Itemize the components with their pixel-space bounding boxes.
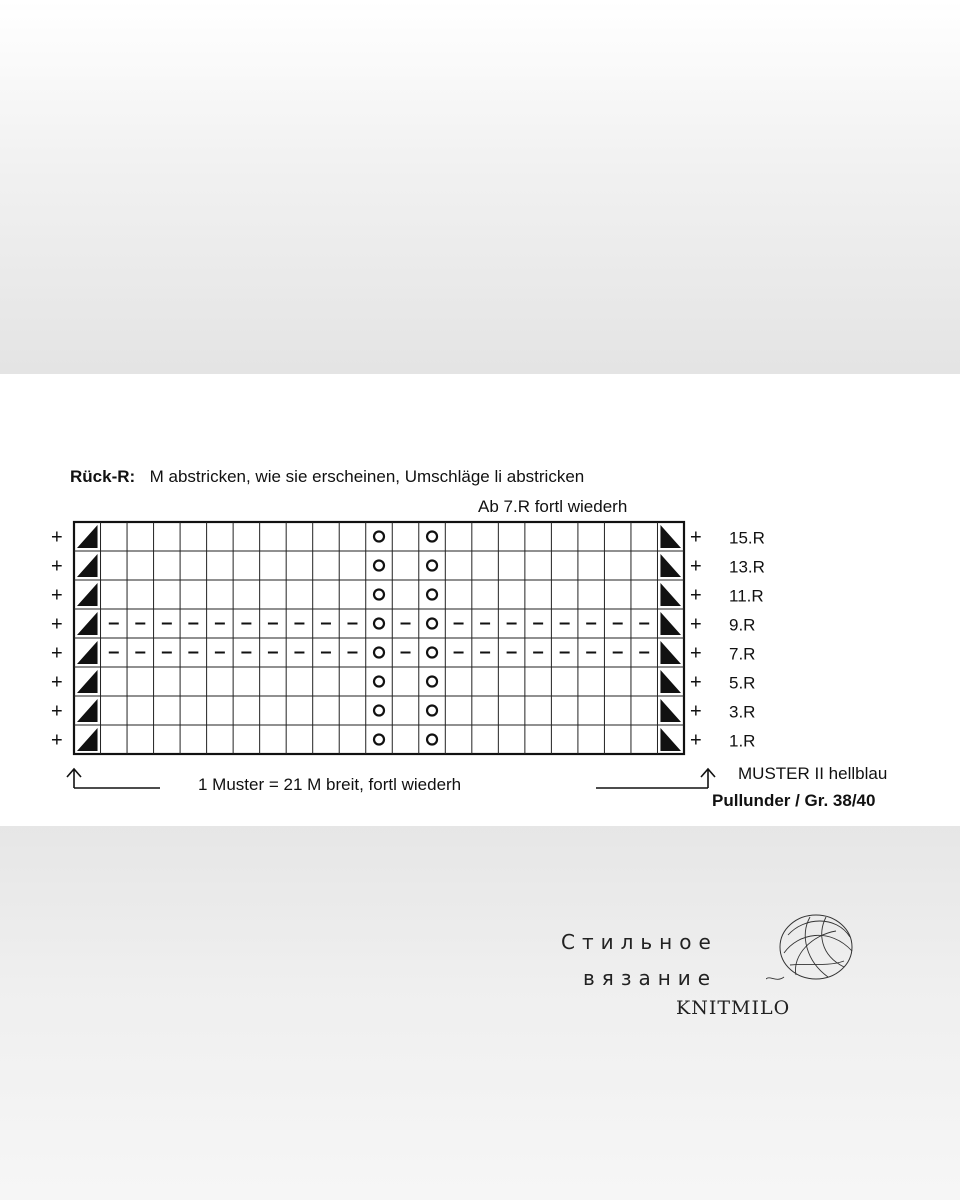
- row-marker-right: +: [690, 526, 702, 549]
- logo-text-line2: вязание: [583, 966, 718, 990]
- logo-brand-name: KNITMILO: [676, 997, 791, 1019]
- row-marker-right: +: [690, 584, 702, 607]
- row-label: 15.R: [729, 528, 765, 548]
- yarn-ball-icon: [766, 905, 866, 995]
- repeat-note: Ab 7.R fortl wiederh: [478, 497, 628, 516]
- header-bold-label: Rück-R:: [70, 467, 136, 486]
- row-marker-left: +: [51, 700, 63, 723]
- row-label: 3.R: [729, 702, 756, 722]
- row-marker-right: +: [690, 642, 702, 665]
- right-arrow-icon: [596, 769, 715, 788]
- row-label: 13.R: [729, 557, 765, 577]
- row-marker-left: +: [51, 555, 63, 578]
- header-instruction: M abstricken, wie sie erscheinen, Umschläge li abstricken: [149, 467, 585, 486]
- row-marker-right: +: [690, 729, 702, 752]
- knitting-chart: [0, 374, 960, 826]
- row-marker-left: +: [51, 729, 63, 752]
- row-marker-left: +: [51, 613, 63, 636]
- row-label: 9.R: [729, 615, 756, 635]
- row-label: 5.R: [729, 673, 756, 693]
- muster-title: MUSTER II hellblau: [738, 764, 888, 783]
- row-marker-left: +: [51, 642, 63, 665]
- row-marker-right: +: [690, 700, 702, 723]
- left-arrow-icon: [67, 769, 160, 788]
- chart-grid: [51, 522, 765, 754]
- row-marker-right: +: [690, 671, 702, 694]
- row-marker-right: +: [690, 555, 702, 578]
- row-label: 7.R: [729, 644, 756, 664]
- row-label: 11.R: [729, 586, 764, 606]
- row-marker-right: +: [690, 613, 702, 636]
- logo-text-line1: Стильное: [561, 930, 718, 954]
- brand-logo: [540, 905, 880, 1035]
- svg-text:Rück-R: M abstricken, wi: [70, 467, 584, 486]
- knitting-chart-panel: [0, 374, 960, 826]
- pullunder-size: Pullunder / Gr. 38/40: [712, 791, 876, 810]
- row-marker-left: +: [51, 671, 63, 694]
- row-label: 1.R: [729, 731, 756, 751]
- row-marker-left: +: [51, 526, 63, 549]
- repeat-width-text: 1 Muster = 21 M breit, fortl wiederh: [198, 775, 462, 794]
- row-marker-left: +: [51, 584, 63, 607]
